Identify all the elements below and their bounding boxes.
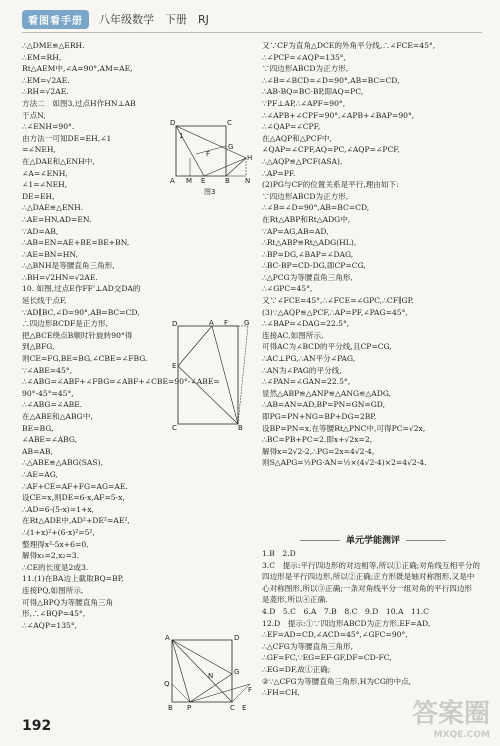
fig3-label: G xyxy=(228,143,234,151)
text-line: ∴FH=CH, xyxy=(262,688,300,698)
text-line: ∴EF=AD=CD,∠ACD=45°,∠GFC=90°, xyxy=(262,630,408,640)
text-line: ∴AC⊥PG,∴AN平分∠PAG, xyxy=(262,354,356,364)
text-line: 连接AC,如图所示, xyxy=(262,330,324,340)
text-line: 在Rt△ADE中,AD²+DE²=AE², xyxy=(22,516,130,526)
text-line: 又∵CF为直角△DCE的外角平分线,∴∠FCE=45°, xyxy=(262,41,436,50)
figure-3 xyxy=(168,118,252,184)
fig10-label: A xyxy=(209,320,214,327)
text-line: 在△ABE和△ABG中, xyxy=(22,412,93,421)
text-line: ∴∠PCF=∠AQP=135°, xyxy=(262,52,346,62)
text-line: ∴∠APB+∠CPF=90°,∠APB+∠BAP=90°, xyxy=(262,110,415,120)
fig10-label: D xyxy=(172,320,178,328)
fig11-label: D xyxy=(234,634,240,642)
fig3-label: D xyxy=(170,119,176,127)
figure-3-drawing xyxy=(168,118,252,184)
text-line: ∴BP=DG,∠BAP=∠DAG, xyxy=(262,249,354,259)
text-line: 解得x=2√2-2,∴PG=2x=4√2-4, xyxy=(262,446,375,456)
text-line: ∵∠ABE=45°, xyxy=(22,365,73,375)
watermark-text: 答案圈 xyxy=(411,699,490,729)
text-line: 设CE=x,则DE=6-x,AF=5-x, xyxy=(22,493,125,503)
watermark xyxy=(412,693,490,740)
fig11-label: F xyxy=(248,686,253,694)
text-line: (3)∵△AQP≌△PCF,∴AP=PF,∠PAG=45°, xyxy=(262,307,408,317)
text-line: 在Rt△ABP和Rt△ADG中, xyxy=(262,214,351,224)
text-line: 解得x₁=2,x₂=3. xyxy=(22,551,80,561)
text-line: ∴AB=AN=AD,BP=PN=GN=GD, xyxy=(262,400,386,410)
text-line: 心对称图形,所以③正确;一条对角线平分一组对角的平行四边形 xyxy=(262,583,473,593)
text-line: ∴AE=HN,AD=EN. xyxy=(22,214,92,224)
text-line: Rt△AEM中,∠A=90°,AM=AE, xyxy=(22,64,133,74)
text-line: ∴AF+CE=AF+FG=AG=AE. xyxy=(22,481,128,491)
fig10-label: E xyxy=(172,362,177,370)
text-line: 四边形是平行四边形,所以②正确;正方形既是轴对称图形,又是中 xyxy=(262,572,475,582)
fig3-label: 1 xyxy=(179,132,184,140)
figure-11-drawing xyxy=(160,634,256,714)
text-line: ∵AP=AG,AB=AD, xyxy=(262,226,329,236)
text-line: ∴AE=AG, xyxy=(22,469,58,479)
text-line: ∴AD=6-(5-x)=1+x, xyxy=(22,504,95,514)
text-line: 在△AQP和△PCF中, xyxy=(262,133,332,143)
text-line: AB=AB, xyxy=(22,446,53,456)
text-line: ∴BC=PB+PC=2,即x+√2x=2, xyxy=(262,435,373,445)
brand-logo: 看图看手册 xyxy=(22,10,89,29)
text-line: 10. 如图,过点E作FF'⊥AD交DA的 xyxy=(22,284,141,294)
text-line: ∴AE=BN=HN, xyxy=(22,249,79,259)
text-line: 3.C 提示:平行四边形的对边相等,所以①正确;对角线互相平分的 xyxy=(262,560,481,570)
fig3-label: H xyxy=(247,154,252,162)
fig3-label: B xyxy=(225,177,230,184)
fig10-label: G xyxy=(244,320,250,327)
text-line: 是菱形,所以④正确. xyxy=(262,595,328,605)
text-line: ∴BC-BP=CD-DG,即CP=CG, xyxy=(262,261,366,271)
figure-3-caption: 图3 xyxy=(204,188,216,196)
text-line: 可得△BPQ为等腰直角三角 xyxy=(22,597,114,607)
text-line: ∠ABE=∠ABG, xyxy=(22,435,78,445)
page-header xyxy=(22,8,482,30)
text-line: 可得AC为∠BCD的平分线,且CP=CG, xyxy=(262,342,392,352)
fig3-label: N xyxy=(245,177,251,184)
section-title: 单元学能测评 xyxy=(262,533,484,546)
fig11-label: E xyxy=(242,704,247,712)
text-line: ∵AD=AB, xyxy=(22,226,59,236)
fig11-label: N xyxy=(208,672,214,680)
text-line: 由方法一可知DE=EH,∠1 xyxy=(22,133,112,143)
text-line: ∴△CFG为等腰直角三角形, xyxy=(262,641,353,651)
text-line: ∠QAP=∠CPF,AQ=PC,∠AQP=∠PCF, xyxy=(262,145,400,155)
text-line: ∴CE的长度是2或3. xyxy=(22,562,89,572)
text-line: ②∵△CFG为等腰直角三角形,H为CG的中点, xyxy=(262,676,412,686)
fig3-label: A xyxy=(170,177,175,184)
text-line: (2)PG与CF的位置关系是平行,理由如下: xyxy=(262,180,399,190)
text-line: 则S△APG=½PG·AN=½×(4√2-4)×2=4√2-4. xyxy=(262,458,427,468)
fig3-label: F xyxy=(206,150,211,158)
fig10-label: C xyxy=(172,424,177,430)
text-line: ∴△DAE≌△ENH. xyxy=(22,203,84,213)
text-line: ∴(1+x)²+(6-x)²=5², xyxy=(22,527,95,537)
fig11-label: C xyxy=(230,704,235,712)
text-line: 11.(1)在BA边上截取BQ=BP, xyxy=(22,574,124,584)
text-line: ∠1=∠NEH, xyxy=(22,180,68,190)
text-line: ∴∠GPC=45°, xyxy=(262,284,313,294)
text-line: ∴∠QAP=∠CPF, xyxy=(262,122,321,132)
text-line: ∴Rt△ABP≌Rt△ADG(HL), xyxy=(262,238,357,248)
text-line: ∵AD∥BC,∠D=90°,AB=BC=CD, xyxy=(22,307,140,317)
text-line: 则CE=FG,BE=BG,∠CBE=∠FBG. xyxy=(22,354,148,364)
fig11-label: Q xyxy=(164,680,170,688)
text-line: 在△DAE和△ENH中, xyxy=(22,156,95,166)
text-line: ∴AB-BQ=BC-BP,即AQ=PC, xyxy=(262,87,364,97)
text-line: 方法二 如图3,过点H作HN⊥AB xyxy=(22,98,136,108)
text-line: 即PG=PN+NG=BP+DG=2BP, xyxy=(262,412,377,421)
text-line: ∴∠B=∠D=90°,AB=BC=CD, xyxy=(262,203,370,213)
text-line: ∴四边形BCDF是正方形, xyxy=(22,319,109,329)
text-line: 延长线于点F, xyxy=(22,296,67,306)
text-line: ∴∠AQP=135°, xyxy=(22,620,78,630)
text-line: ∴AB=EN=AE+BE=BE+BN, xyxy=(22,238,130,248)
text-line: ∴∠B=∠BCD=∠D=90°,AB=BC=CD, xyxy=(262,75,400,85)
text-line: 显然△ABP≌△ANP≌△ANG≌△ADG, xyxy=(262,388,392,398)
text-line: ∴EG=DF,故①正确; xyxy=(262,664,331,674)
fig3-label: M xyxy=(186,177,193,184)
figure-10-drawing xyxy=(172,320,252,430)
text-line: ∴∠ABG=∠ABF+∠FBG=∠ABF+∠CBE=90°-∠ABE= xyxy=(22,377,220,387)
fig11-label: B xyxy=(168,704,173,712)
fig10-label: B xyxy=(238,424,243,430)
text-line: DE=EH, xyxy=(22,191,55,201)
text-line: ∵PF⊥AP,∴∠APF=90°, xyxy=(262,98,346,108)
text-line: ∵四边形ABCD为正方形, xyxy=(262,64,349,74)
text-line: ∴△PCG为等腰直角三角形, xyxy=(262,272,353,282)
text-line: ∴△DME≌△ERH. xyxy=(22,41,85,50)
text-line: 4.D 5.C 6.A 7.B 8.C 9.D 10.A 11.C xyxy=(262,606,429,616)
text-line: ∴AN为∠PAG的平分线, xyxy=(262,365,342,375)
text-line: 整理得x²-5x+6=0, xyxy=(22,539,89,549)
text-line: 12.D 提示:①∵四边形ABCD为正方形,EF=AD, xyxy=(262,618,431,628)
text-line: ∴∠PAN=∠GAN=22.5°, xyxy=(262,377,351,387)
watermark-url: MXQE.COM xyxy=(433,730,490,740)
text-line: ∴△BNH是等腰直角三角形, xyxy=(22,261,115,271)
fig3-label: C xyxy=(227,119,232,127)
text-line: ∴BH=√2HN=√2AE. xyxy=(22,272,98,282)
text-line: ∴∠BAP=∠DAG=22.5°, xyxy=(262,319,350,329)
text-line: ∴∠ENH=90°. xyxy=(22,122,75,132)
right-column-bottom xyxy=(262,548,484,699)
fig3-label: E xyxy=(201,177,206,184)
text-line: ∴EM=RH, xyxy=(22,52,62,62)
text-line: ∵四边形ABCD为正方形, xyxy=(262,191,349,201)
text-line: 又∵∠FCE=45°,∴∠FCE=∠GPC,∴CF∥GP. xyxy=(262,296,414,306)
text-line: 把△BCE绕点B顺时针旋转90°得 xyxy=(22,330,133,340)
text-line: ∠A=∠ENH, xyxy=(22,168,68,178)
text-line: BE=BG, xyxy=(22,423,54,433)
text-line: 1.B 2.D xyxy=(262,549,296,558)
text-line: 90°-45°=45°, xyxy=(22,388,74,398)
text-line: 到△BFG, xyxy=(22,342,55,352)
text-line: =∠NEH, xyxy=(22,145,56,155)
page-number: 192 xyxy=(22,718,52,734)
figure-11 xyxy=(160,634,256,714)
text-line: ∴∠ABG=∠ABE. xyxy=(22,400,83,410)
fig11-label: A xyxy=(165,634,170,642)
text-line: ∴△AQP≌△PCF(ASA), xyxy=(262,156,343,166)
fig11-label: G xyxy=(234,668,240,676)
header-title: 八年级数学 下册 RJ xyxy=(99,13,209,26)
right-column xyxy=(262,40,484,469)
text-line: ∴GF=FC,∵EG=EF-GF,DF=CD-FC, xyxy=(262,653,392,663)
fig10-label: F xyxy=(224,320,229,327)
text-line: 设BP=PN=x,在等腰Rt△PNC中,可得PC=√2x, xyxy=(262,423,426,433)
figure-10 xyxy=(172,320,252,430)
text-line: ∴RH=√2AE. xyxy=(22,87,69,97)
text-line: 连接PQ,如图所示, xyxy=(22,585,84,595)
fig11-label: P xyxy=(187,704,192,712)
text-line: ∴EM=√2AE. xyxy=(22,75,70,85)
text-line: 形,∴∠BQP=45°, xyxy=(22,609,86,619)
text-line: ∴AP=PF. xyxy=(262,168,296,178)
header-divider xyxy=(22,32,482,33)
text-line: 于点N, xyxy=(22,110,46,120)
text-line: ∴△ABE≌△ABG(SAS), xyxy=(22,458,103,468)
